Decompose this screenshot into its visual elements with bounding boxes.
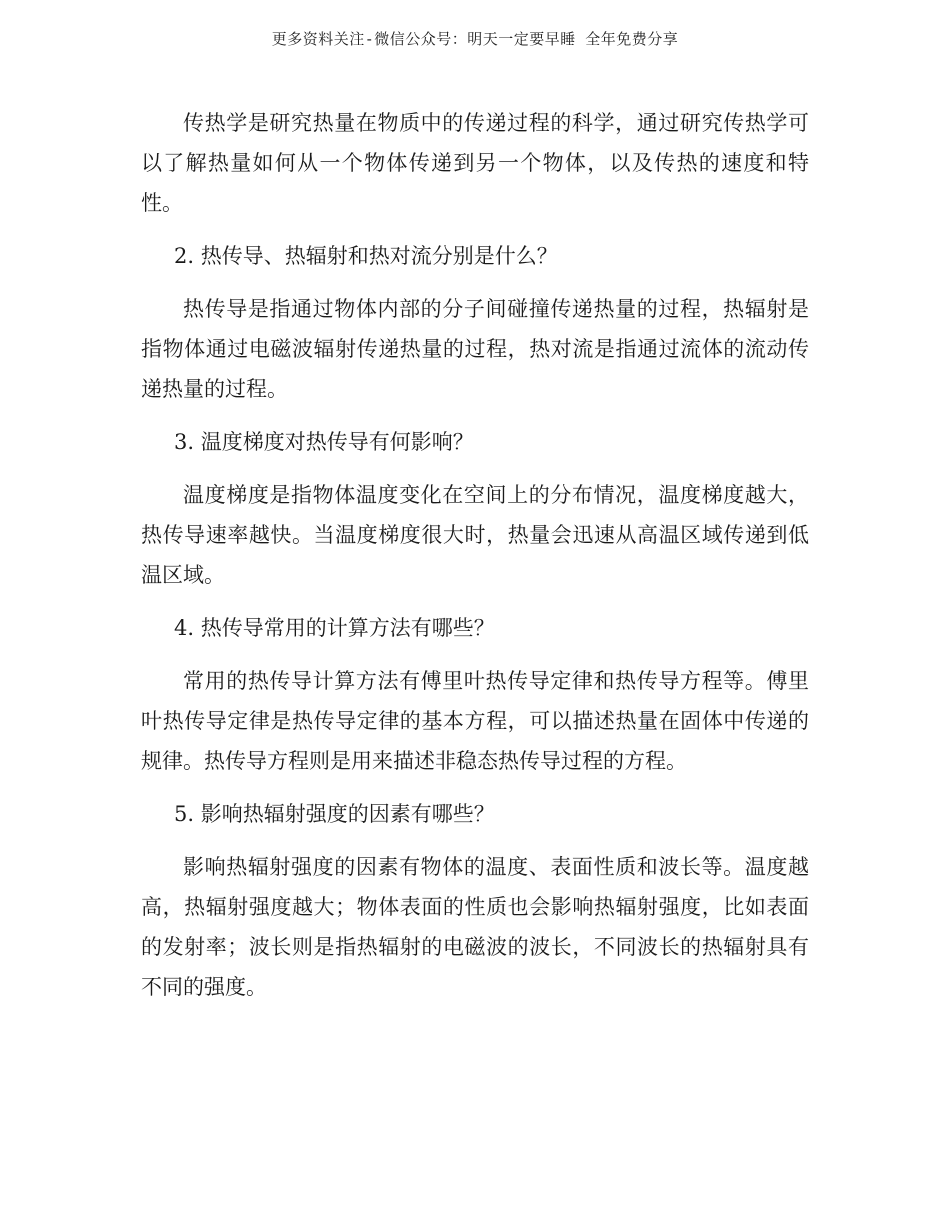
- document-body: [141, 103, 809, 1020]
- question-5: 5. 影响热辐射强度的因素有哪些？: [174, 802, 495, 826]
- paragraph-heat-transfer-intro: 传热学是研究热量在物质中的传递过程的科学，通过研究传热学可以了解热量如何从一个物体传递到另一个物体，以及传热的速度和特性。: [141, 111, 809, 215]
- question-4: 4. 热传导常用的计算方法有哪些？: [174, 616, 495, 640]
- page-header: 更多资料关注-微信公众号：明天一定要早睡 全年免费分享: [271, 30, 679, 48]
- question-2: 2. 热传导、热辐射和热对流分别是什么？: [174, 244, 558, 268]
- answer-4: 常用的热传导计算方法有傅里叶热传导定律和热传导方程等。傅里叶热传导定律是热传导定律的基本方程，可以描述热量在固体中传递的规律。热传导方程则是用来描述非稳态热传导过程的方程。: [141, 669, 809, 773]
- answer-2: 热传导是指通过物体内部的分子间碰撞传递热量的过程，热辐射是指物体通过电磁波辐射传递热量的过程，热对流是指通过流体的流动传递热量的过程。: [141, 297, 809, 401]
- answer-5: 影响热辐射强度的因素有物体的温度、表面性质和波长等。温度越高，热辐射强度越大；物体表面的性质也会影响热辐射强度，比如表面的发射率；波长则是指热辐射的电磁波的波长，不同波长的热辐射具有不同的强度。: [141, 855, 809, 999]
- question-3: 3. 温度梯度对热传导有何影响？: [174, 430, 474, 454]
- answer-3: 温度梯度是指物体温度变化在空间上的分布情况，温度梯度越大，热传导速率越快。当温度梯度很大时，热量会迅速从高温区域传递到低温区域。: [141, 483, 809, 587]
